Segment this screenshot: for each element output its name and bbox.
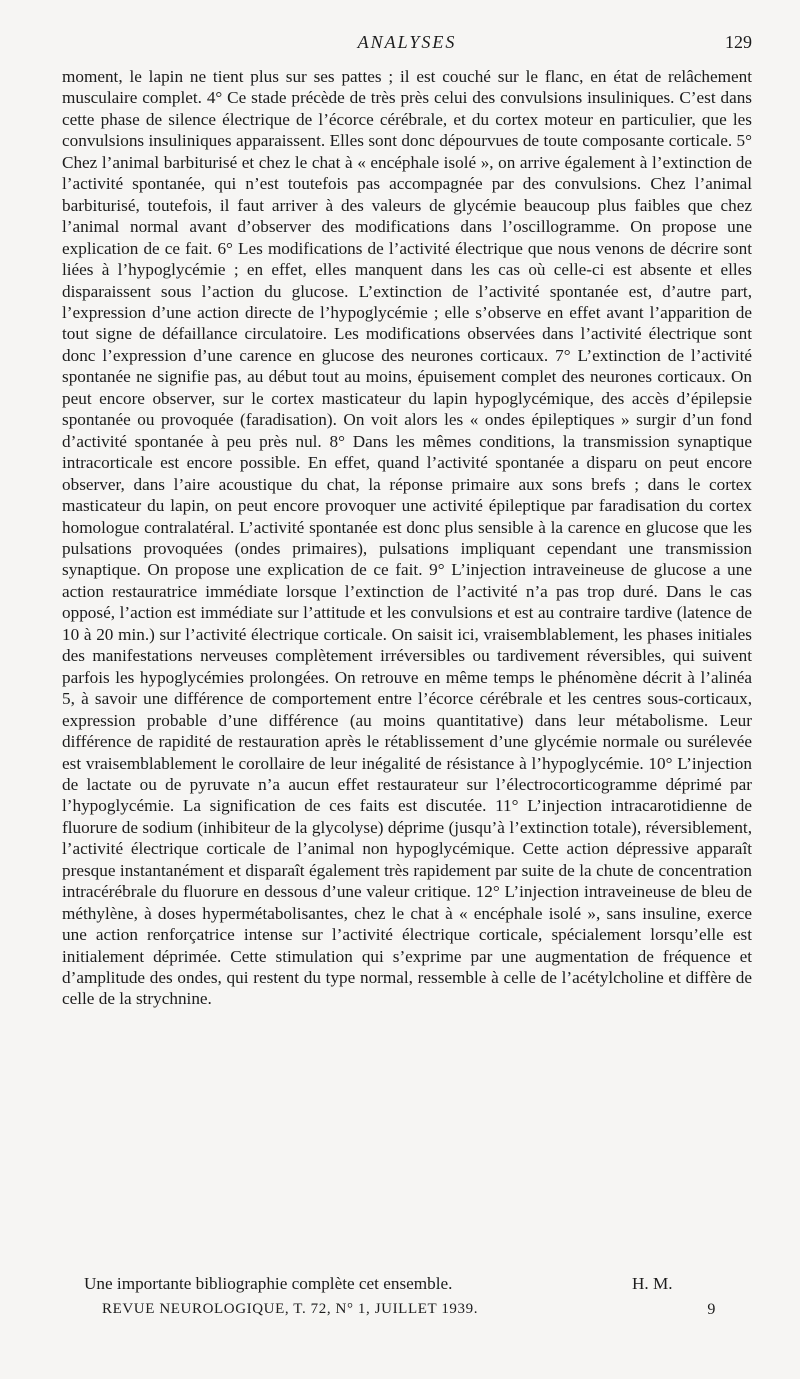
journal-citation: REVUE NEUROLOGIQUE, T. 72, N° 1, JUILLET 1939. — [102, 1301, 479, 1317]
closing-line — [84, 1274, 684, 1296]
signature-mark: 9 — [707, 1301, 716, 1318]
body-paragraph: moment, le lapin ne tient plus sur ses pattes ; il est couché sur le flanc, en état de relâchement musculaire complet. 4° Ce stade précède de très près celui des convulsions insuliniques. C’est dans cette phase de silence électrique de l’écorce cérébrale, et du cortex moteur en particulier, que les convulsions insuliniques apparaissent. Elles sont donc dépourvues de toute composante corticale. 5° Chez l’animal barbiturisé et chez le chat à « encéphale isolé », on arrive également à l’extinction de l’activité spontanée, qui n’est toutefois pas accompagnée par des convulsions. Chez l’animal barbiturisé, toutefois, il faut arriver à des valeurs de glycémie beaucoup plus faibles que chez l’animal normal avant d’observer des modifications dans l’oscillogramme. On propose une explication de ce fait. 6° Les modifications de l’activité électrique que nous venons de décrire sont liées à l’hypoglycémie ; en effet, elles manquent dans les cas où celle-ci est absente et elles disparaissent sous l’action du glucose. L’extinction de l’activité spontanée est, d’autre part, l’expression d’une action directe de l’hypoglycémie ; elle s’observe en effet avant l’apparition de tout signe de défaillance circulatoire. Les modifications observées dans l’activité électrique sont donc l’expression d’une carence en glucose des neurones corticaux. 7° L’extinction de l’activité spontanée ne signifie pas, au début tout au moins, épuisement complet des neurones corticaux. On peut encore observer, sur le cortex masticateur du lapin hypoglycémique, des accès d’épilepsie spontanée ou provoquée (faradisation). On voit alors les « ondes épileptiques » surgir d’un fond d’activité spontanée à peu près nul. 8° Dans les mêmes conditions, la transmission synaptique intracorticale est encore possible. En effet, quand l’activité spontanée a disparu on peut encore observer, dans l’aire acoustique du chat, la réponse primaire aux sons brefs ; dans le cortex masticateur du lapin, on peut encore provoquer une activité épileptique par faradisation du cortex homologue contralatéral. L’activité spontanée est donc plus sensible à la carence en glucose que les pulsations provoquées (ondes primaires), pulsations impliquant cependant une transmission synaptique. On propose une explication de ce fait. 9° L’injection intraveineuse de glucose a une action restauratrice immédiate lorsque l’extinction de l’activité n’a pas trop duré. Dans le cas opposé, l’action est immédiate sur l’attitude et les convulsions et est au contraire tardive (latence de 10 à 20 min.) sur l’activité électrique corticale. On saisit ici, vraisemblablement, les phases initiales des manifestations nerveuses complètement irréversibles ou tardivement réversibles, qui suivent parfois les hypoglycémies prolongées. On retrouve en même temps le phénomène décrit à l’alinéa 5, à savoir une différence de comportement entre l’écorce cérébrale et les centres sous-corticaux, expression probable d’une différence (au moins quantitative) dans leur métabolisme. Leur différence de rapidité de restauration après le rétablissement d’une glycémie normale ou surélevée est vraisemblablement le corollaire de leur inégalité de résistance à l’hypoglycémie. 10° L’injection de lactate ou de pyruvate n’a aucun effet restaurateur sur l’électrocorticogramme déprimé par l’hypoglycémie. La signification de ces faits est discutée. 11° L’injection intracarotidienne de fluorure de sodium (inhibiteur de la glycolyse) déprime (jusqu’à l’extinction totale), réversiblement, l’activité électrique corticale de l’animal non hypoglycémique. Cette action dépressive apparaît presque instantanément et disparaît également très rapidement par suite de la chute de concentration intracérébrale du fluorure en dessous d’une valeur critique. 12° L’injection intraveineuse de bleu de méthylène, à doses hypermétabolisantes, chez le chat à « encéphale isolé », sans insuline, exerce une action renforçatrice intense sur l’activité électrique corticale, spécialement lorsqu’elle est initialement déprimée. Cette stimulation qui s’exprime par une augmentation de fréquence et d’amplitude des ondes, qui restent du type normal, ressemble à celle de l’acétylcholine et diffère de celle de la strychnine. — [62, 67, 752, 1009]
closing-sentence: Une importante bibliographie complète cet ensemble. — [84, 1274, 453, 1293]
page-footer — [102, 1301, 716, 1325]
article-body — [62, 66, 752, 1010]
page-number: 129 — [725, 32, 752, 52]
author-initials: H. M. — [632, 1274, 673, 1293]
running-title: ANALYSES — [357, 32, 457, 52]
running-head — [62, 32, 752, 58]
